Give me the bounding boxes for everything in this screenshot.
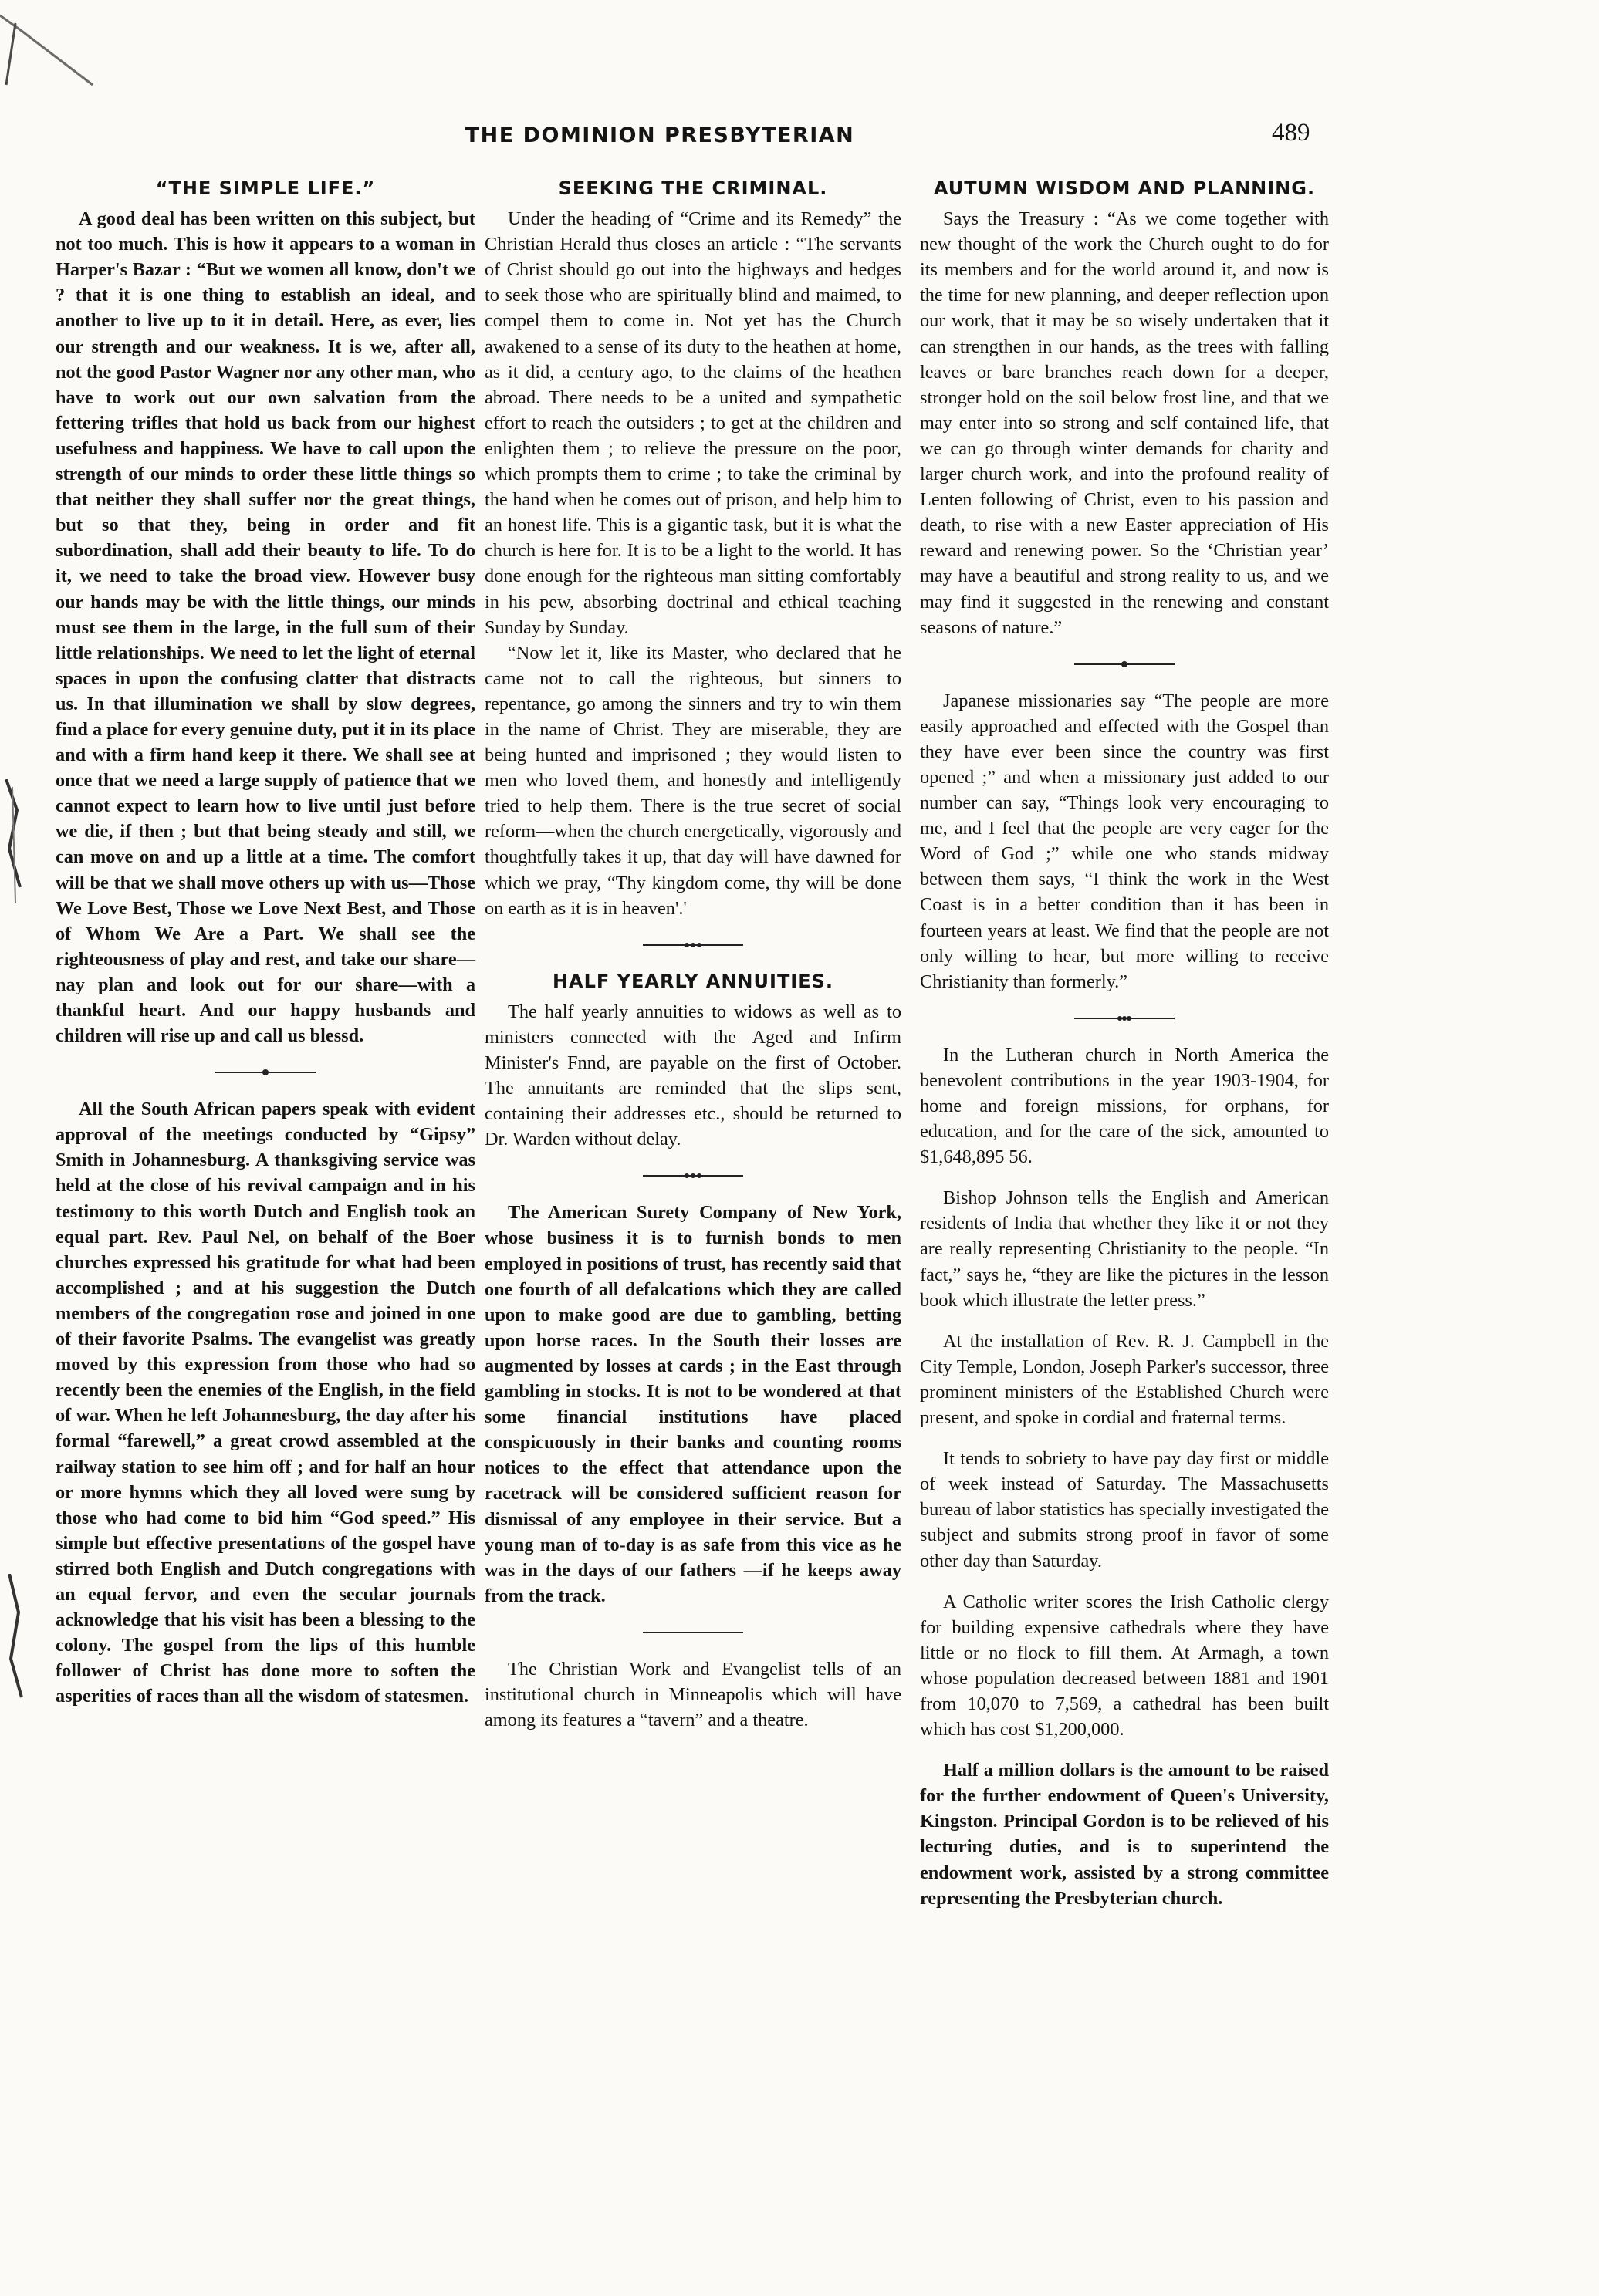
column-2	[485, 176, 901, 2273]
article-title-autumn: AUTUMN WISDOM AND PLANNING.	[933, 177, 1316, 199]
section-divider	[1074, 1011, 1175, 1025]
article-title-seeking-criminal: SEEKING THE CRIMINAL.	[558, 177, 828, 199]
section-divider	[1074, 657, 1175, 671]
article-body-surety: The American Surety Company of New York, whose business it is to furnish bonds to men employed in positions of trust, has recently said that one fourth of all defalcations which they are called upon to make good are due to gambling, betting upon horse races. In the South their losses are augmented by losses at cards ; in the East through gambling in stocks. It is not to be wondered at that some financial institutions have placed conspicuously in their banks and counting rooms notices to the effect that attendance upon the racetrack will be considered sufficient reason for dismissal of any employee in their service. But a young man of to-day is as safe from this vice as he was in the days of our fathers —if he keeps away from the track.	[485, 1202, 901, 1606]
section-divider	[215, 1065, 316, 1079]
article-body-campbell: At the installation of Rev. R. J. Campbell in the City Temple, London, Joseph Parker's successor, three prominent ministers of the Established Church were present, and spoke in cordial and fraternal terms.	[920, 1330, 1329, 1429]
page-number: 489	[1272, 119, 1310, 147]
article-body-lutheran: In the Lutheran church in North America the benevolent contributions in the year 1903-1904, for home and foreign missions, for orphans, for education, and for the care of the sick, amounted to $1,648,895 56.	[920, 1044, 1329, 1168]
section-divider	[643, 938, 743, 952]
article-body-criminal-2: “Now let it, like its Master, who declared that he came not to call the righteous, but sinners to repentance, go among the sinners and try to win them in the name of Christ. They are miserable, they are being hunted and imprisoned ; they would listen to men who loved them, and honestly and intelligently tried to help them. There is the true secret of social reform—when the church energetically, vigorously and thoughtfully takes it up, that day will have dawned for which we pray, “Thy kingdom come, thy will be done on earth as it is in heaven'.'	[485, 642, 901, 919]
article-body-johnson: Bishop Johnson tells the English and American residents of India that whether they like it or not they are really representing Christianity to the people. “In fact,” says he, “they are like the pictures in the lesson book which illustrate the letter press.”	[920, 1187, 1329, 1311]
column-3	[920, 176, 1329, 2273]
running-head: THE DOMINION PRESBYTERIAN	[465, 123, 855, 147]
column-1	[56, 176, 475, 2273]
article-body-catholic: A Catholic writer scores the Irish Catholic clergy for building expensive cathedrals where they have little or no flock to fill them. At Armagh, a town whose population decreased between 1881 and 1901 from 10,070 to 7,569, a cathedral has been built which has cost $1,200,000.	[920, 1591, 1329, 1741]
article-body-institutional: The Christian Work and Evangelist tells of an institutional church in Minneapolis which will have among its features a “tavern” and a theatre.	[485, 1658, 901, 1731]
article-body-simple-life: A good deal has been written on this subject, but not too much. This is how it appears to a woman in Harper's Bazar : “But we women all know, don't we ? that it is one thing to establish an ideal, and another to live up to it in detail. Here, as ever, lies our strength and our weakness. It is we, after all, not the good Pastor Wagner nor any other man, who have to work out our own salvation from the fettering trifles that hold us back from our highest usefulness and happiness. We have to call upon the strength of our minds to order these little things so that neither they shall suffer nor the great things, but so that they, being in order and fit subordination, shall add their beauty to life. To do it, we need to take the broad view. However busy our hands may be with the little things, our minds must see them in the large, in the full sum of their little relationships. We need to let the light of eternal spaces in upon the confusing clatter that distracts us. In that illumination we shall by slow degrees, find a place for every genuine duty, put it in its place and with a firm hand keep it there. We shall see at once that we need a large supply of patience that we cannot expect to learn how to live until just before we die, if then ; but that being steady and still, we can move on and up a little at a time. The comfort will be that we shall move others up with us—Those We Love Best, Those we Love Next Best, and Those of Whom We Are a Part. We shall see the righteousness of play and rest, and take our share—nay plan and look out for our share—with a thankful heart. And our happy husbands and children will rise up and call us blessd.	[56, 208, 475, 1047]
article-body-sobriety: It tends to sobriety to have pay day first or middle of week instead of Saturday. The Massachusetts bureau of labor statistics has specially investigated the subject and submits strong proof in favor of some other day than Saturday.	[920, 1448, 1329, 1572]
article-body-queens: Half a million dollars is the amount to be raised for the further endowment of Queen's University, Kingston. Principal Gordon is to be relieved of his lecturing duties, and is to superintend the endowment work, assisted by a strong committee representing the Presbyterian church.	[920, 1760, 1329, 1909]
article-body-annuities: The half yearly annuities to widows as well as to ministers connected with the Aged and Infirm Minister's Fnnd, are payable on the first of October. The annuitants are reminded that the slips sent, containing their addresses etc., should be returned to Dr. Warden without delay.	[485, 1001, 901, 1150]
page-header	[0, 119, 1599, 154]
binding-edge-mark	[0, 1574, 32, 1705]
article-title-simple-life: “THE SIMPLE LIFE.”	[155, 177, 376, 199]
article-title-annuities: HALF YEARLY ANNUITIES.	[552, 970, 834, 992]
article-body-south-africa: All the South African papers speak with evident approval of the meetings conducted by “Gipsy” Smith in Johannesburg. A thanksgiving service was held at the close of his revival campaign and in his testimony to this worth Dutch and English took an equal part. Rev. Paul Nel, on behalf of the Boer churches expressed his gratitude for what had been accomplished ; and at his suggestion the Dutch members of the congregation rose and joined in one of their favorite Psalms. The evangelist was greatly moved by this expression from those who had so recently been the enemies of the English, in the field of war. When he left Johannesburg, the day after his formal “farewell,” a great crowd assembled at the railway station to see him off ; and for half an hour or more hymns which they all loved were sung by those who had come to bid him “God speed.” His simple but effective presentations of the gospel have stirred both English and Dutch congregations with an equal fervor, and even the secular journals acknowledge that his visit has been a blessing to the colony. The gospel from the lips of this humble follower of Christ has done more to soften the asperities of races than all the wisdom of statesmen.	[56, 1099, 475, 1707]
article-body-japanese: Japanese missionaries say “The people are more easily approached and effected with the Gospel than they have ever been since the country was first opened ;” and when a missionary just added to our number can say, “Things look very encouraging to me, and I feel that the people are very eager for the Word of God ;” while one who stands midway between them says, “I think the work in the West Coast is in a better condition than it has been in fourteen years at least. We find that the people are not only willing to hear, but more willing to receive Christianity than formerly.”	[920, 690, 1329, 992]
section-divider	[643, 1626, 743, 1639]
section-divider	[643, 1169, 743, 1183]
page-corner-mark	[0, 0, 116, 123]
article-body-autumn: Says the Treasury : “As we come together with new thought of the work the Church ought to do for its members and for the world around it, and now is the time for new planning, and deeper reflection upon our work, that it may be so wisely undertaken that it can strengthen in our hands, as the trees with falling leaves or bare branches reach down for a deeper, stronger hold on the soil below frost line, and that we may enter into so strong and self contained life, that we can go through winter demands for charity and larger church work, and into the profound reality of Lenten following of Christ, even to his passion and death, to rise with a new Easter appreciation of His reward and renewing power. So the ‘Christian year’ may have a beautiful and strong reality to us, and we may find it suggested in the renewing and constant seasons of nature.”	[920, 208, 1329, 638]
article-body-criminal-1: Under the heading of “Crime and its Remedy” the Christian Herald thus closes an article : “The servants of Christ should go out into the highways and hedges to seek those who are spiritually blind and maimed, to compel them to come in. Not yet has the Church awakened to a sense of its duty to the heathen at home, as it did, a century ago, to the claims of the heathen abroad. There needs to be a united and sympathetic effort to reach the outsiders ; to get at the children and enlighten them ; to relieve the pressure on the poor, which prompts them to crime ; to take the criminal by the hand when he comes out of prison, and help him to an honest life. This is a gigantic task, but it is what the church is here for. It is to be a light to the world. It has done enough for the righteous man sitting comfortably in his pew, absorbing doctrinal and ethical teaching Sunday by Sunday.	[485, 208, 901, 638]
binding-edge-mark	[0, 779, 32, 910]
